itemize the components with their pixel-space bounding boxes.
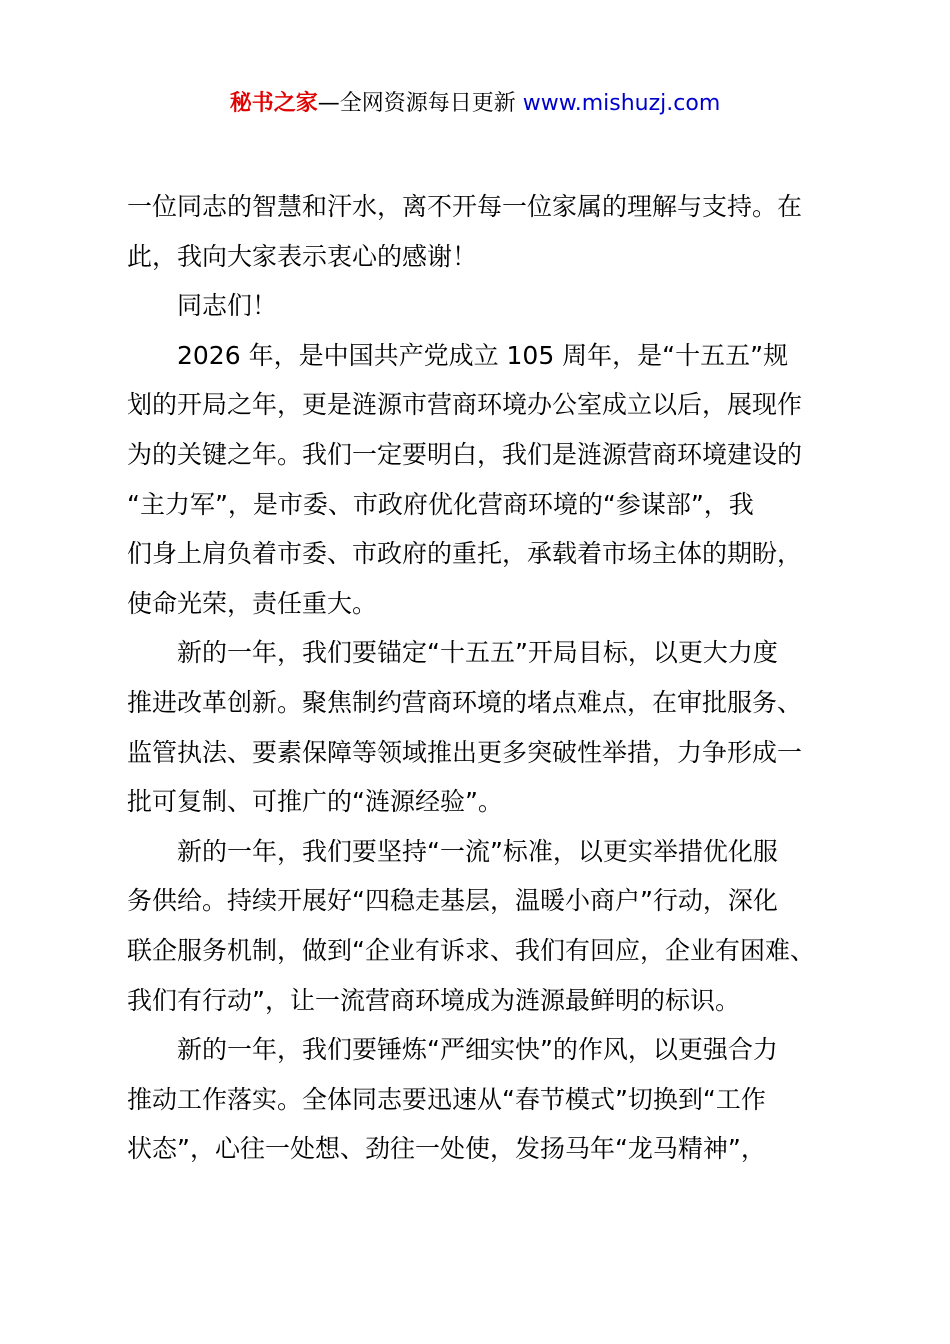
site-tagline: —全网资源每日更新: [317, 91, 523, 116]
text-line: 联企服务机制，做到“企业有诉求、我们有回应，企业有困难、: [127, 935, 815, 965]
text-line: “主力军”，是市委、市政府优化营商环境的“参谋部”，我: [127, 489, 754, 519]
text-line: 划的开局之年，更是涟源市营商环境办公室成立以后，展现作: [127, 390, 803, 420]
text-line: 为的关键之年。我们一定要明白，我们是涟源营商环境建设的: [127, 439, 803, 469]
text-line: 务供给。持续开展好“四稳走基层，温暖小商户”行动，深化: [127, 886, 778, 916]
text-line: 监管执法、要素保障等领域推出更多突破性举措，力争形成一: [127, 737, 803, 767]
text-line: 2026 年，是中国共产党成立 105 周年，是“十五五”规: [177, 340, 789, 370]
text-line: 状态”，心往一处想、劲往一处使，发扬马年“龙马精神”，: [127, 1134, 766, 1164]
document-body: [127, 182, 839, 1174]
text-line: 同志们！: [177, 291, 278, 321]
text-line: 新的一年，我们要坚持“一流”标准，以更实举措优化服: [177, 836, 778, 866]
site-url-link[interactable]: www.mishuzj.com: [522, 91, 721, 116]
text-line: 我们有行动”，让一流营商环境成为涟源最鲜明的标识。: [127, 985, 740, 1015]
text-line: 使命光荣，责任重大。: [127, 588, 378, 618]
site-header: [0, 86, 950, 122]
text-line: 一位同志的智慧和汗水，离不开每一位家属的理解与支持。在: [127, 192, 803, 221]
text-line: 此，我向大家表示衷心的感谢！: [127, 241, 478, 271]
text-line: 新的一年，我们要锤炼“严细实快”的作风，以更强合力: [177, 1035, 778, 1065]
text-line: 批可复制、可推广的“涟源经验”。: [127, 787, 503, 817]
text-line: 推进改革创新。聚焦制约营商环境的堵点难点，在审批服务、: [127, 687, 803, 717]
text-line: 新的一年，我们要锚定“十五五”开局目标，以更大力度: [177, 638, 778, 668]
site-brand: 秘书之家: [229, 91, 318, 116]
text-line: 推动工作落实。全体同志要迅速从“春节模式”切换到“工作: [127, 1084, 766, 1114]
text-line: 们身上肩负着市委、市政府的重托，承载着市场主体的期盼，: [127, 539, 803, 569]
